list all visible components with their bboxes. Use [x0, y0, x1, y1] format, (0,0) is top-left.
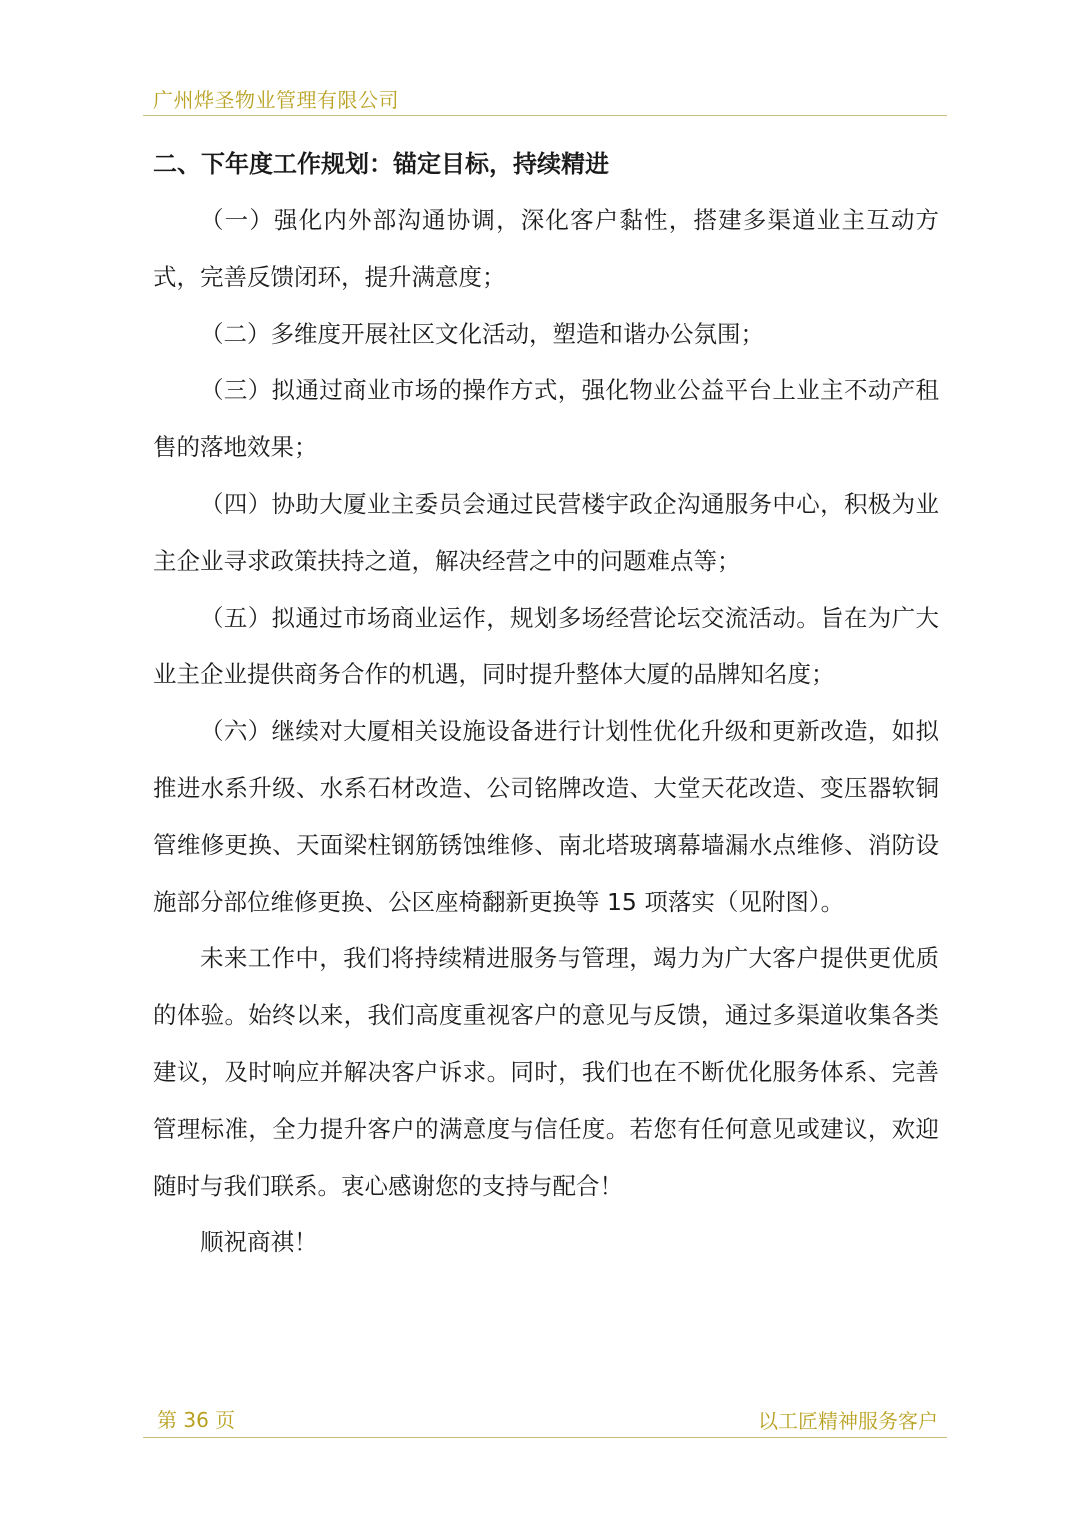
section-heading: 二、下年度工作规划：锚定目标，持续精进 [153, 150, 609, 178]
footer-slogan: 以工匠精神服务客户 [758, 1409, 938, 1433]
plan-item-4: （四）协助大厦业主委员会通过民营楼宇政企沟通服务中心，积极为业主企业寻求政策扶持之道，解决经营之中的问题难点等； [153, 489, 939, 575]
salutation: 顺祝商祺！ [200, 1228, 318, 1257]
plan-item-5: （五）拟通过市场商业运作，规划多场经营论坛交流活动。旨在为广大业主企业提供商务合作的机遇，同时提升整体大厦的品牌知名度； [153, 603, 939, 689]
plan-item-2: （二）多维度开展社区文化活动，塑造和谐办公氛围； [200, 319, 764, 348]
footer-divider [143, 1437, 947, 1438]
document-body [153, 136, 939, 1271]
header-divider [143, 115, 947, 116]
plan-item-1: （一）强化内外部沟通协调，深化客户黏性，搭建多渠道业主互动方式，完善反馈闭环，提升满意度； [153, 206, 939, 291]
header-company-name: 广州烨圣物业管理有限公司 [153, 88, 399, 112]
plan-item-3: （三）拟通过商业市场的操作方式，强化物业公益平台上业主不动产租售的落地效果； [153, 376, 939, 462]
closing-paragraph: 未来工作中，我们将持续精进服务与管理，竭力为广大客户提供更优质的体验。始终以来，我们高度重视客户的意见与反馈，通过多渠道收集各类建议，及时响应并解决客户诉求。同时，我们也在不断优化服务体系、完善管理标准，全力提升客户的满意度与信任度。若您有任何意见或建议，欢迎随时与我们联系。衷心感谢您的支持与配合！ [153, 944, 939, 1200]
page-number: 第 36 页 [157, 1408, 236, 1432]
plan-item-6: （六）继续对大厦相关设施设备进行计划性优化升级和更新改造，如拟推进水系升级、水系石材改造、公司铭牌改造、大堂天花改造、变压器软铜管维修更换、天面梁柱钢筋锈蚀维修、南北塔玻璃幕墙漏水点维修、消防设施部分部位维修更换、公区座椅翻新更换等 15 项落实（见附图）。 [153, 717, 939, 916]
